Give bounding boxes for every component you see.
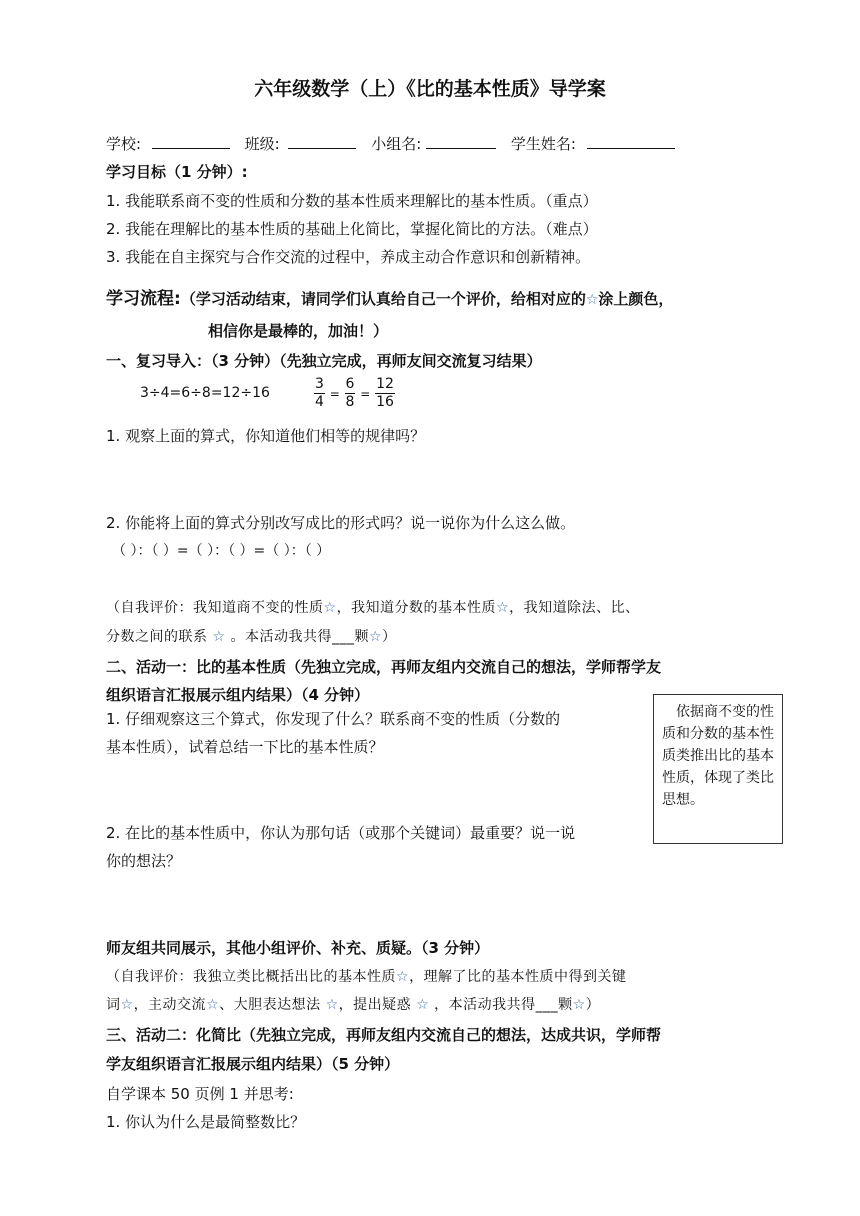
ratio-blanks[interactable]: （ ）：（ ）=（ ）：（ ）=（ ）：（ ） bbox=[112, 543, 331, 559]
group-label: 小组名: bbox=[371, 135, 422, 153]
class-label: 班级: bbox=[244, 135, 280, 153]
activity1-heading: 二、活动一：比的基本性质（先独立完成，再师友组内交流自己的想法，学师帮学友 bbox=[106, 658, 662, 676]
activity1-question-2-line2: 你的想法？ bbox=[106, 852, 182, 870]
star-icon[interactable]: ☆ bbox=[212, 629, 226, 645]
star-icon[interactable]: ☆ bbox=[206, 997, 220, 1013]
activity1-question-1-line2: 基本性质），试着总结一下比的基本性质？ bbox=[106, 738, 384, 756]
analogy-note-text: 依据商不变的性质和分数的基本性质类推出比的基本性质，体现了类比思想。 bbox=[662, 704, 774, 808]
goals-heading: 学习目标（1 分钟）: bbox=[106, 163, 248, 181]
star-icon[interactable]: ☆ bbox=[323, 600, 337, 616]
group-showcase: 师友组共同展示，其他小组评价、补充、质疑。（3 分钟） bbox=[106, 939, 490, 957]
self-eval-activity1-line1: （自我评价：我独立类比概括出比的基本性质☆，理解了比的基本性质中得到关键 bbox=[106, 969, 627, 985]
process-heading: 学习流程: bbox=[106, 289, 181, 309]
fraction: $\frac{12}{16}$ bbox=[376, 376, 394, 410]
activity1-heading-line2: 组织语言汇报展示组内结果）（4 分钟） bbox=[106, 686, 370, 704]
fraction: $\frac{6}{8}$ bbox=[345, 376, 355, 410]
process-heading-line bbox=[106, 284, 673, 309]
group-field[interactable] bbox=[426, 134, 496, 149]
activity2-question-1: 1. 你认为什么是最简整数比？ bbox=[106, 1113, 306, 1131]
review-question-1: 1. 观察上面的算式，你知道他们相等的规律吗？ bbox=[106, 427, 426, 445]
star-icon[interactable]: ☆ bbox=[325, 997, 339, 1013]
star-icon[interactable]: ☆ bbox=[416, 997, 430, 1013]
star-icon[interactable]: ☆ bbox=[396, 969, 410, 985]
info-line bbox=[106, 133, 675, 154]
review-question-2: 2. 你能将上面的算式分别改写成比的形式吗？说一说你为什么这么做。 bbox=[106, 514, 576, 532]
school-label: 学校: bbox=[106, 135, 142, 153]
star-icon[interactable]: ☆ bbox=[496, 600, 510, 616]
fraction: $\frac{3}{4}$ bbox=[315, 376, 324, 410]
activity2-heading: 三、活动二：化简比（先独立完成，再师友组内交流自己的想法，达成共识，学师帮 bbox=[106, 1026, 662, 1044]
activity2-heading-line2: 学友组织语言汇报展示组内结果）（5 分钟） bbox=[106, 1055, 400, 1073]
self-study-instruction: 自学课本 50 页例 1 并思考: bbox=[106, 1085, 294, 1103]
process-note: （学习活动结束，请同学们认真给自己一个评价，给相对应的 bbox=[180, 290, 586, 308]
process-note-end: 涂上颜色， bbox=[598, 290, 674, 308]
star-icon[interactable]: ☆ bbox=[585, 292, 599, 308]
fraction-equation: $\frac{3}{4}$ = $\frac{6}{8}$ = $\frac{12}{16}$ bbox=[315, 376, 394, 410]
star-icon[interactable]: ☆ bbox=[572, 997, 586, 1013]
process-note-line2: 相信你是最棒的，加油！） bbox=[208, 322, 389, 340]
star-icon[interactable]: ☆ bbox=[368, 629, 383, 645]
star-icon[interactable]: ☆ bbox=[120, 997, 134, 1013]
goal-item: 3. 我能在自主探究与合作交流的过程中，养成主动合作意识和创新精神。 bbox=[106, 248, 591, 266]
student-field[interactable] bbox=[587, 134, 675, 149]
self-eval-review-line1: （自我评价：我知道商不变的性质☆，我知道分数的基本性质☆，我知道除法、比、 bbox=[106, 600, 640, 616]
review-heading: 一、复习导入：（3 分钟）（先独立完成，再师友间交流复习结果） bbox=[106, 352, 542, 370]
self-eval-review-line2: 分数之间的联系 ☆ 。本活动我共得___颗☆） bbox=[106, 629, 397, 645]
school-field[interactable] bbox=[152, 134, 230, 149]
class-field[interactable] bbox=[288, 134, 356, 149]
goal-item: 1. 我能联系商不变的性质和分数的基本性质来理解比的基本性质。（重点） bbox=[106, 192, 598, 210]
student-label: 学生姓名: bbox=[510, 135, 576, 153]
division-equation: 3÷4=6÷8=12÷16 bbox=[140, 385, 270, 401]
self-eval-activity1-line2: 词☆，主动交流☆、大胆表达想法 ☆，提出疑惑 ☆ ，本活动我共得___颗☆） bbox=[106, 997, 601, 1013]
activity1-question-1: 1. 仔细观察这三个算式，你发现了什么？联系商不变的性质（分数的 bbox=[106, 710, 561, 728]
analogy-note-box bbox=[653, 694, 783, 844]
page-title: 六年级数学（上）《比的基本性质》导学案 bbox=[254, 78, 606, 100]
goal-item: 2. 我能在理解比的基本性质的基础上化简比，掌握化简比的方法。（难点） bbox=[106, 220, 598, 238]
activity1-question-2: 2. 在比的基本性质中，你认为那句话（或那个关键词）最重要？说一说 bbox=[106, 824, 576, 842]
